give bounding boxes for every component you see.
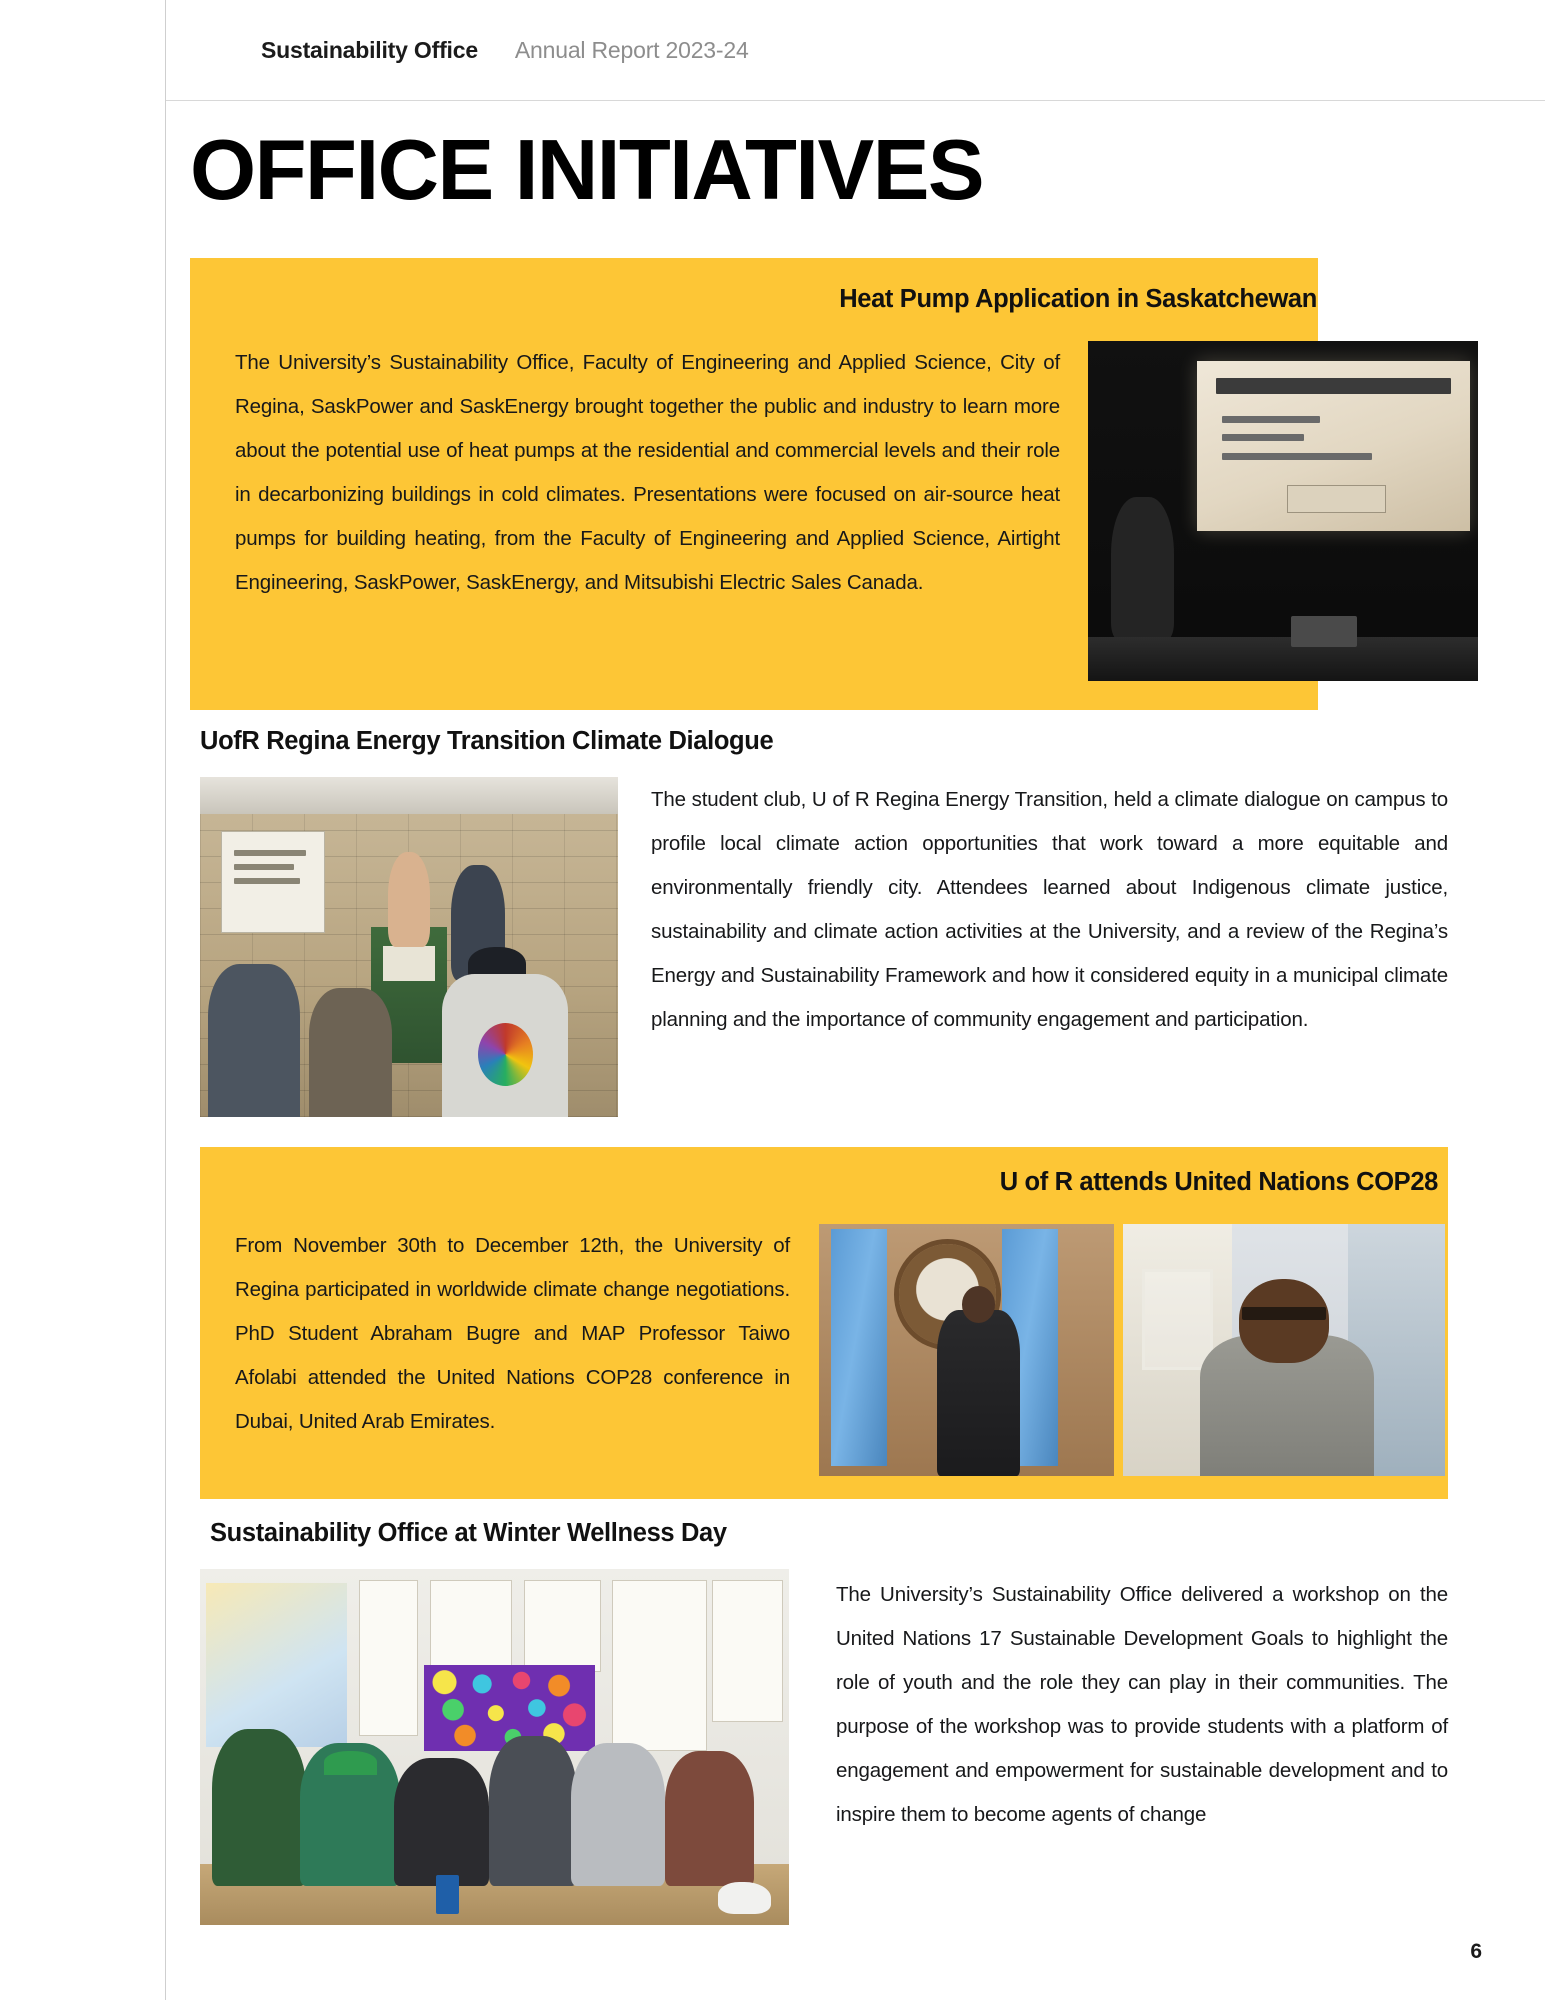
section-heading-climate-dialogue: UofR Regina Energy Transition Climate Dialogue [200, 727, 774, 755]
photo-heat-pump-presentation [1088, 341, 1478, 681]
section-heading-winter-wellness: Sustainability Office at Winter Wellness Day [210, 1519, 727, 1547]
page-left-rule [165, 0, 166, 2000]
section-body-climate-dialogue: The student club, U of R Regina Energy Transition, held a climate dialogue on campus to profile local climate action opportunities that work toward a more equitable and environmentally friendly city. Attendees learned about Indigenous climate justice, sustainability and climate action activities at the University, and a review of the Regina’s Energy and Sustainability Framework and how it considered equity in a municipal climate planning and the importance of community engagement and participation. [651, 788, 1448, 1031]
header-title: Sustainability Office [261, 36, 478, 63]
section-heading-heat-pump: Heat Pump Application in Saskatchewan [839, 285, 1317, 313]
header-subtitle: Annual Report 2023-24 [514, 36, 749, 63]
section-body-winter-wellness: The University’s Sustainability Office delivered a workshop on the United Nations 17 Sustainable Development Goals to highlight the role of youth and the role they can play in their communities. The purpose of the workshop was to provide students with a platform of engagement and empowerment for sustainable development and to inspire them to become agents of change [836, 1583, 1448, 1826]
page-title: OFFICE INITIATIVES [190, 123, 984, 218]
section-body-cop28: From November 30th to December 12th, the University of Regina participated in worldwide climate change negotiations. PhD Student Abraham Bugre and MAP Professor Taiwo Afolabi attended the United Nations COP28 conference in Dubai, United Arab Emirates. [235, 1234, 790, 1433]
section-heading-cop28: U of R attends United Nations COP28 [999, 1168, 1438, 1196]
photo-climate-dialogue [200, 777, 618, 1117]
photo-winter-wellness-workshop [200, 1569, 789, 1925]
running-header [166, 0, 1545, 101]
section-body-heat-pump: The University’s Sustainability Office, Faculty of Engineering and Applied Science, City of Regina, SaskPower and SaskEnergy brought together the public and industry to learn more about the potential use of heat pumps at the residential and commercial levels and their role in decarbonizing buildings in cold climates. Presentations were focused on air-source heat pumps for building heating, from the Faculty of Engineering and Applied Science, Airtight Engineering, SaskPower, SaskEnergy, and Mitsubishi Electric Sales Canada. [235, 351, 1060, 594]
photo-un-flags [819, 1224, 1114, 1476]
page-number: 6 [1470, 1940, 1482, 1963]
photo-cop28-delegate-portrait [1123, 1224, 1445, 1476]
